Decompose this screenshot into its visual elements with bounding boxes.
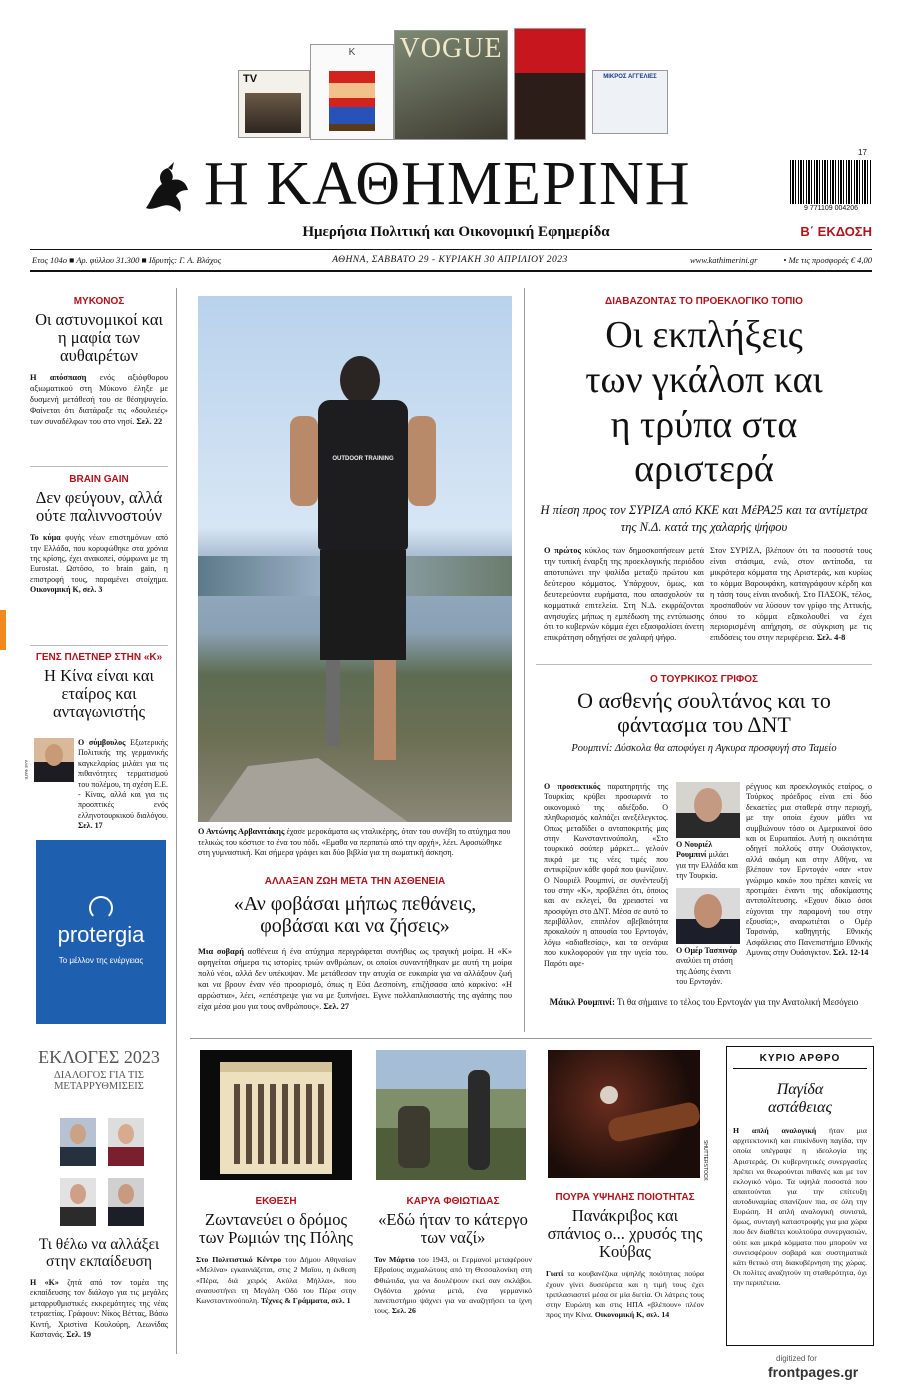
karya-photo[interactable] [376,1050,526,1180]
promo-k-label: K [348,47,356,58]
karya-body: Τον Μάρτιο του 1943, οι Γερμανοί μεταφέρουν Εβραίους αιχμαλώτους από τη Θεσσαλονίκη στη Φθιώτιδα, για να δουλέψουν εκεί σαν σκλάβοι. Ογδόντα χρόνια μετά, ένα γερμανικό πανεπιστήμιο ψάχνει για να αναζητήσει τα ίχνη τους. Σελ. 26 [374,1255,532,1315]
taspinar-caption: Ο Ομέρ Τασπινάρ αναλύει τη στάση της Δύσης έναντι του Ερντογάν. [676,946,738,987]
griffin-logo-icon [138,160,194,216]
roubini-caption: Ο Νουριέλ Ρουμπινί μιλάει για την Ελλάδα και την Τουρκία. [676,840,738,881]
barcode-issue: 17 [858,148,867,157]
mykonos-kicker: ΜΥΚΟΝΟΣ [73,296,125,307]
story-karya[interactable] [374,1196,532,1316]
story-polls[interactable] [536,296,872,535]
story-life-change[interactable] [198,876,512,1013]
portrait-1 [60,1118,96,1166]
china-kicker: ΓΕΝΣ ΠΛΕΤΝΕΡ ΣΤΗΝ «Κ» [35,652,163,663]
taspinar-photo [676,888,740,944]
elections-story[interactable] [30,1236,168,1340]
china-headline[interactable]: Η Κίνα είναι και εταίρος και ανταγωνιστής [44,666,154,722]
story-china[interactable] [30,652,168,721]
promo-tv[interactable] [238,70,310,138]
athlete-figure [298,356,428,796]
frontpages-link[interactable]: frontpages.gr [768,1364,859,1380]
polls-col2: Στον ΣΥΡΙΖΑ, βλέπουν ότι τα ποσοστά τους είναι στάσιμα, ενώ, στον αντίποδα, τα μικρότερα κόμματα της Αριστεράς, και κυρίως το κόμμα Βαρουφάκη, καταγράφουν κέρδη και η τάση τους είναι ανοδική. Στο ΠΑΣΟΚ, τέλος, προσπαθούν να λύσουν τον γρίφο της Αττικής, όπου το κόμμα εξακολουθεί να έχει περιορισμένη απήχηση, σε σύγκριση με τις επιδόσεις του στην περιφέρεια. Σελ. 4-8 [710,546,872,643]
cigar-photo[interactable] [548,1050,700,1178]
mykonos-headline[interactable]: Οι αστυνομικοί και η μαφία των αυθαιρέτων [35,310,163,366]
life-headline[interactable]: «Αν φοβάσαι μήπως πεθάνεις, φοβάσαι και να ζήσεις» [233,893,477,937]
china-body: Ο σύμβουλος Εξωτερικής Πολιτικής της γερμανικής καγκελαρίας μιλάει για τις πιθανότητες τερματισμού του πολέμου, τη σχέση Ε.Ε. - Κίνας, αλλά και για τις προοπτικές ενός ελληνοτουρκικού διαλόγου. Σελ. 17 [78,738,168,831]
pletner-photo [34,738,74,782]
elections-headline[interactable]: Τι θέλω να αλλάξει στην εκπαίδευση [38,1236,160,1271]
editorial-headline[interactable]: Παγίδα αστάθειας [768,1081,832,1116]
promo-book[interactable] [514,28,586,140]
promo-classifieds-label: ΜΙΚΡΟΣ ΑΓΓΕΛΙΕΣ [603,74,657,80]
edition-label: Β΄ ΕΚΔΟΣΗ [800,224,872,239]
cigar-kicker: ΠΟΥΡΑ ΥΨΗΛΗΣ ΠΟΙΟΤΗΤΑΣ [555,1192,695,1203]
cigar-headline[interactable]: Πανάκριβος και σπάνιος ο... χρυσός της Κούβας [547,1206,703,1262]
expo-headline[interactable]: Ζωντανεύει ο δρόμος των Ρωμιών της Πόλης [199,1210,353,1248]
website-link[interactable]: www.kathimerini.gr [690,255,758,265]
story-turkey[interactable] [536,674,872,754]
portrait-2 [108,1118,144,1166]
story-brain-gain[interactable] [30,474,168,596]
main-photo[interactable] [198,296,512,822]
price: • Με τις προσφορές € 4,00 [783,255,872,265]
turkey-headline[interactable]: Ο ασθενής σουλτάνος και το φάντασμα του ΔΝΤ [577,688,831,738]
editorial-kicker: ΚΥΡΙΟ ΑΡΘΡΟ [759,1053,841,1064]
cigar-body: Γιατί τα κουβανέζικα υψηλής ποιότητας πούρα έχουν γίνει δυσεύρετα και η τιμή τους έχει τριπλασιαστεί μέσα σε μία διετία. Οι λάτρεις τους στην Ευρώπη και στις ΗΠΑ «βλέπουν» πλέον προς την Κίνα. Οικονομική Κ, σελ. 14 [546,1269,704,1319]
promo-k-mario[interactable] [310,44,394,140]
life-kicker: ΑΛΛΑΞΑΝ ΖΩΗ ΜΕΤΑ ΤΗΝ ΑΣΘΕΝΕΙΑ [264,876,446,887]
turkey-subhead: Ρουμπινί: Δύσκολα θα αποφύγει η Αγκυρα προσφυγή στο Ταμείο [571,743,837,755]
shirt-text: OUTDOOR TRAINING [332,456,394,462]
promo-tv-label: TV [243,73,258,85]
turkey-col3: ρέγγυος και προεκλογικός εταίρος, ο Τούρκος πρόεδρος είναι επί δύο δεκαετίες μια σταθερά στην περιοχή, με την οποία έχουν μάθει να συμβιώνουν τόσο οι Αμερικανοί όσο και οι Ευρωπαίοι. Αυτή η οικειότητα οδηγεί πολλούς στην Ουάσιγκτον, αλλά ακόμη και στην Αθήνα, να βλέπουν τον Ερντογάν «σαν «τον γνώριμο κακό» που πρέπει κανείς να προτιμάει έναντι της αδοκίμαστης αντιπολίτευσης. «Εχουν δίκιο όσοι εύχονται την παραμονή του στην εξουσία;», αναρωτιέται ο Ομέρ Ταρσινάρ, καθηγητής Εθνικής Ασφάλειας στο Πανεπιστήμιο Εθνικής Αμυνας στην Ουάσιγκτον. Σελ. 12-14 [746,782,872,958]
polls-col1: Ο πρώτος κύκλος των δημοσκοπήσεων μετά την τυπική έναρξη της προεκλογικής περιόδου αποτυπώνει την ψαλίδα μεταξύ πρώτου και δεύτερου κόμματος. Υπάρχουν, όμως, και δευτερεύοντα ευρήματα, που απασχολούν τα κομματικά επιτελεία. Στη Ν.Δ. εκφράζονται ανησυχίες μήπως η εμπέδωση της εντύπωσης ότι το κυβερνών κόμμα έχει εξασφαλίσει άνετη επικράτηση οδηγήσει σε χαλαρή ψήφο. [544,546,704,643]
barcode-number: 9 771109 004206 [804,205,858,212]
mykonos-body: Η απόσπαση ενός αξιόφθορου αξιωματικού στη Μύκονο έληξε με δυσμενή μετάθεσή του σε θέσηψυγείο. Φαίνεται ότι διατάραξε τις «δουλειές» των συναδέλφων του στο νησί. Σελ. 22 [30,373,168,427]
promo-vogue[interactable] [394,30,508,140]
elections-title: ΕΚΛΟΓΕΣ 2023 [38,1047,160,1067]
editorial-box[interactable] [726,1046,874,1346]
brain-headline[interactable]: Δεν φεύγουν, αλλά ούτε παλιννοστούν [35,488,163,526]
polls-headline[interactable]: Οι εκπλήξεις των γκάλοπ και η τρύπα στα αριστερά [585,314,823,491]
story-expo[interactable] [196,1196,356,1306]
cigar-credit: SHUTTERSTOCK [702,1140,708,1181]
protergia-tagline: Το μέλλον της ενέργειας [58,956,144,965]
masthead-subtitle: Ημερήσια Πολιτική και Οικονομική Εφημερίδα [302,224,610,240]
mario-icon [329,71,375,131]
karya-headline[interactable]: «Εδώ ήταν το κάτεργο των ναζί» [378,1210,528,1248]
portrait-4 [108,1178,144,1226]
expo-photo[interactable] [200,1050,352,1180]
elections-subtitle: ΔΙΑΛΟΓΟΣ ΓΙΑ ΤΙΣ ΜΕΤΑΡΡΥΘΜΙΣΕΙΣ [53,1069,144,1093]
pletner-credit: ΑΛΕ ΦΑΤΕ [24,760,29,780]
turkey-footer[interactable]: Μάικλ Ρουμπινί: Τι θα σήμαινε το τέλος του Ερντογάν για την Ανατολική Μεσόγειο [549,997,859,1007]
issue-date: ΑΘΗΝΑ, ΣΑΒΒΑΤΟ 29 - ΚΥΡΙΑΚΗ 30 ΑΠΡΙΛΙΟΥ 2023 [332,255,568,265]
brain-body: Το κύμα φυγής νέων επιστημόνων από την Ελλάδα, που κορυφώθηκε στα χρόνια της κρίσης, έχει ανακοπεί, σύμφωνα με τη Eurostat. Ωστόσο, το brain gain, η επιστροφή τους, παραμένει στοίχημα. Οικονομική Κ, σελ. 3 [30,533,168,595]
brain-kicker: BRAIN GAIN [69,474,129,485]
polls-subhead: Η πίεση προς τον ΣΥΡΙΖΑ από ΚΚΕ και ΜέΡΑ25 και τα αντίμετρα της Ν.Δ. κατά της χαλαρής ψήφου [540,503,868,534]
protergia-logo-icon [89,896,113,920]
mansion-illustration [220,1070,332,1174]
editorial-body: Η απλή αναλογική ήταν μια αρχιτεκτονική και επικίνδυνη παγίδα, την οποία υπέγραψε η ιδεολογία της Αριστεράς. Οι κυβερνητικές συνεργασίες πρέπει να θεωρούνται πιθανές και με τον εκλογικό νόμο. Τα υψηλά ποσοστά που απαιτούνται για την επίτευξη αυτοδυναμίας σπανίζουν πια, σε όλη την Ευρώπη. Η απλή αναλογική συνιστά, όμως, συνταγή καταστροφής για μια χώρα που δεν διαθέτει κουλτούρα συνεργασιών, ούτε και μικρά κόμματα που μπορούν να συνεισφέρουν σοβαρά και συστηματικά κάτι θετικό στη διακυβέρνηση της χώρας. Οι πολίτες αναζητούν τη σταθερότητα, όχι την περιπέτεια. [733,1126,867,1288]
story-mykonos[interactable] [30,296,168,428]
portrait-3 [60,1178,96,1226]
digitized-label: digitized for [776,1354,817,1363]
barcode [790,160,872,204]
polls-kicker: ΔΙΑΒΑΖΟΝΤΑΣ ΤΟ ΠΡΟΕΚΛΟΓΙΚΟ ΤΟΠΙΟ [605,296,803,307]
meta-left: Ετος 104ο ■ Αρ. φύλλου 31.300 ■ Ιδρυτής: Γ. Α. Βλάχος [32,255,222,265]
promo-vogue-label: VOGUE [399,33,503,64]
masthead-title[interactable]: Η ΚΑΘΗΜΕΡΙΝΗ [204,150,691,218]
karya-kicker: ΚΑΡΥΑ ΦΘΙΩΤΙΔΑΣ [406,1196,500,1207]
turkey-kicker: Ο ΤΟΥΡΚΙΚΟΣ ΓΡΙΦΟΣ [649,674,759,685]
story-cigar[interactable] [546,1192,704,1320]
elections-box[interactable] [30,1048,168,1093]
protergia-brand: protergia [57,922,145,947]
photo-caption: Ο Αντώνης Αρβανιτάκης έχασε μεροκάματα ως νταλικέρης, όταν του συνέβη το ατύχημα που τελικώς του κόστισε το ένα του πόδι. «Εμαθα να περπατώ από την αρχή», λέει. Αφοσιώθηκε στη γυμναστική. Και σήμερα γράφει και δύο βιβλία για τη σωματική άσκηση. [198,827,511,858]
orange-marker [0,610,6,650]
roubini-photo [676,782,740,838]
turkey-col1: Ο προσεκτικός παρατηρητής της Τουρκίας κρύβει προσωρινά το οικονομικό της αδιέξοδο. Ο πληθωρισμός καλπάζει ανεξέλεγκτος. Οπως μεταδίδει ο ανταποκριτής μας στην Κωνσταντινούπολη, «Στο τουρκικό σούπερ μάρκετ... γελούν πικρά με τις νέες τιμές που αντικρίζουν κάθε φορά που ψωνίζουν. Ο Νουριέλ Ρουμπινί, σε συνέντευξή του στην «Κ», προβλέπει ότι, όποιος και αν εκλεγεί, θα χρειαστεί να προσφύγει στο ΔΝΤ. Μέσα σε αυτό το περιβάλλον, επιπλέον αβεβαιότητα προκαλούν η απουσία του Ερντογάν, λόγω «αδιαθεσίας», και τα σενάρια που κυκλοφορούν για την υγεία του. Παρότι αφε- [544,782,669,968]
elections-body: Η «Κ» ζητά από τον τομέα της εκπαίδευσης τον διάλογο για τις μεγάλες μεταρρυθμιστικές εκκρεμότητες της νέας τετραετίας. Γράφουν: Νίκος Βέττας, Βάσω Κιντή, Χριστίνα Κουλούρη, Λεωνίδας Καστανάς. Σελ. 19 [30,1278,168,1340]
promo-classifieds[interactable] [592,70,668,134]
expo-kicker: ΕΚΘΕΣΗ [255,1196,297,1207]
expo-body: Στο Πολιτιστικό Κέντρο του Δήμου Αθηναίων «Μελίνα» εγκαινιάζεται, στις 2 Μαΐου, η έκθεση «Πέρα, διά χειρός Ακύλα Μήλλα», που ανασυστήνει τη Μεγάλη Οδό του Πέρα στην Κωνσταντινούπολη. Τέχνες & Γράμματα, σελ. 1 [196,1255,357,1305]
life-body: Μια σοβαρή ασθένεια ή ένα ατύχημα περιγράφεται συνήθως ως τραγική μοίρα. Η «Κ» αφηγείται σήμερα τις ιστορίες τριών ανθρώπων, οι οποίοι συναντήθηκαν με αυτή τη μοίρα πολύ νέοι, αλλά δεν υπέκυψαν. Με μετάθεσαν την ατυχία σε ευκαιρία για να αλλάξουν ζωή και να βρουν έναν νέο προορισμό, όπως η Εύα Δεσποίνη, επιζήσασα από καρκίνο: «Η αρρώστια», λέει, «επέστρεψε για να με ξυπνήσει. Εγινε πολλαπλασιαστής της αγάπης που είχα μέσα μου για τους ανθρώπους». Σελ. 27 [198,947,513,1011]
protergia-ad[interactable] [36,840,166,1024]
